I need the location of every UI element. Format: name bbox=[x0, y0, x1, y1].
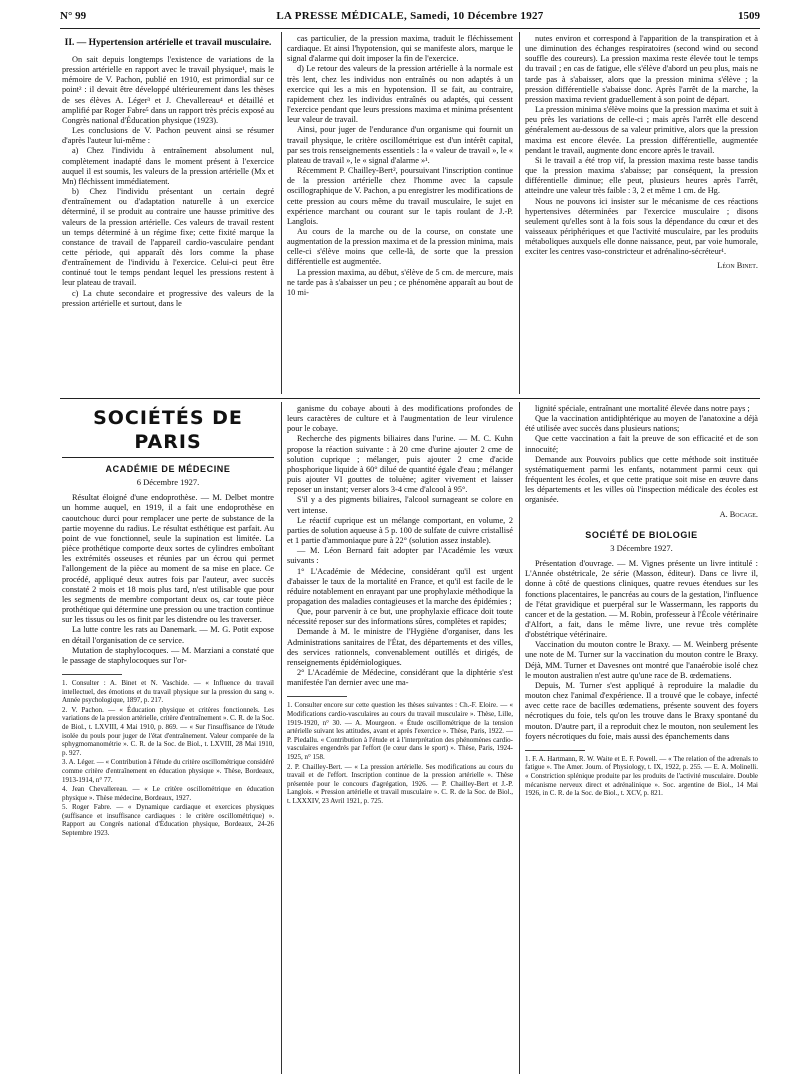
paragraph: — M. Léon Bernard fait adopter par l'Académie les vœux suivants : bbox=[287, 546, 513, 566]
column-divider bbox=[519, 32, 520, 394]
paragraph: 3. A. Léger. — « Contribution à l'étude du critère oscillométrique considéré comme critère d'entraînement en éducation physique ». Thèse, Bordeaux, 1913-1914, n° 77. bbox=[62, 758, 274, 784]
paragraph: cas particulier, de la pression maxima, traduit le fléchissement cardiaque. Et ainsi l'hypotension, qui se manifeste alors, marque le signal d'alarme qui doit imposer la fin de l'exercice. bbox=[287, 34, 513, 64]
author-signature: Léon Binet. bbox=[717, 261, 758, 271]
paragraph: S'il y a des pigments biliaires, l'alcool surnageant se colore en vert intense. bbox=[287, 495, 513, 515]
running-title: LA PRESSE MÉDICALE, Samedi, 10 Décembre 1927 bbox=[276, 10, 544, 22]
top-column-1 bbox=[62, 38, 274, 393]
paragraph: c) La chute secondaire et progressive des valeurs de la pression artérielle et surtout, dans le bbox=[62, 288, 274, 308]
paragraph: Si le travail a été trop vif, la pression maxima reste basse tandis que la pression maxima s'abaisse; par conséquent, la pression différentielle diminue; elle peut, plusieurs heures après l'arrêt, atteindre une valeur très faible : 3, 2 et même 1 cm. de Hg. bbox=[525, 155, 758, 196]
paragraph: 1. Consulter encore sur cette question les thèses suivantes : Ch.-F. Eloire. — « Modifications cardio-vasculaires au cours du travail musculaire ». Thèse, Lille, 1919-1920, n° 30. — A. Mourgeon. « Étude oscillométrique de la tension artérielle suivant les attitudes, avant et après l'exercice ». Thèse, Paris, 1922. — P. Piedallu. « Contribution à l'étude et à l'interprétation des phénomènes cardio-vasculaires engendrés par l'effort (le cœur dans le sport) ». Thèse, Paris, 1924-1925, n° 158. bbox=[287, 701, 513, 761]
page-number: 1509 bbox=[738, 10, 760, 22]
paragraph: Nous ne pouvons ici insister sur le mécanisme de ces réactions hypertensives déterminées par l'exercice musculaire ; disons seulement qu'elles sont à la fois sous la dépendance du cœur et des vaisseaux périphériques et que l'activité musculaire, par les produits métaboliques auxquels elle donne naissance, peut, par voie humorale, exciter les centres vaso-constricteur et adrénalino-sécréteur¹. bbox=[525, 196, 758, 257]
bottom-col3-body bbox=[525, 404, 758, 506]
paragraph: 1° L'Académie de Médecine, considérant qu'il est urgent d'abaisser le taux de la mortalité en France, et qu'il est facile de le réduire notablement en enrayant par une prophylaxie méthodique la propagation des maladies contagieuses et la marche des épidémies ; bbox=[287, 566, 513, 606]
paragraph: Demande à M. le ministre de l'Hygiène d'organiser, dans les Administrations sanitaires de l'État, des départements et des villes, des services rationnels, convenablement outillés et dirigés, de renseignements épidémiologiques. bbox=[287, 627, 513, 667]
paragraph: 1. F. A. Hartmann, R. W. Waite et E. F. Powell. — « The relation of the adrenals to fatigue ». The Amer. Journ. of Physiology, t. IX, 1922, p. 255. — E. A. Molinelli. « Constriction splénique produite par les produits de l'activité musculaire. Double mécanisme nerveux direct et adrénalinique ». Soc. argentine de Biol., 14 Mai 1926, in C. R. de la Soc. de Biol., t. XCV, p. 821. bbox=[525, 754, 758, 798]
footnotes bbox=[62, 679, 274, 838]
paragraph: Vaccination du mouton contre le Braxy. — M. Weinberg présente une note de M. Turner sur la vaccination du mouton contre le Braxy. Déjà, MM. Turner et Davesnes ont montré que l'anaérobie isolé chez le mouton australien n'est autre qu'une race de B. œdematiens. bbox=[525, 640, 758, 680]
paragraph: Le réactif cuprique est un mélange comportant, en volume, 2 parties de solution aqueuse à 5 p. 100 de sulfate de cuivre cristallisé et 1 partie d'ammoniaque pure à 22° (solution assez instable). bbox=[287, 515, 513, 546]
footnotes bbox=[525, 755, 758, 798]
paragraph: 2. P. Chailley-Bert. — « La pression artérielle. Ses modifications au cours du travail et de l'effort. Inscription continue de la pression artérielle ». Thèse présentée pour le concours d'agrégation, 1926. — P. Chailley-Bert et J.-P. Langlois. « Pression artérielle et travail musculaire ». C. R. de la Soc. de Biol., t. LXXXIV, 23 Avril 1921, p. 725. bbox=[287, 762, 513, 805]
paragraph: Les conclusions de V. Pachon peuvent ainsi se résumer d'après l'auteur lui-même : bbox=[62, 126, 274, 146]
paragraph: Récemment P. Chailley-Bert², poursuivant l'inscription continue de la pression artérielle chez l'homme avec la capsule oscillographique de V. Pachon, a pu enregistrer les modifications de cette pression au cours même du travail musculaire, le sujet en expérience marchant ou courant sur le tapis roulant de J.-P. Langlois. bbox=[287, 166, 513, 226]
biologie-body bbox=[525, 559, 758, 742]
paragraph: Recherche des pigments biliaires dans l'urine. — M. C. Kuhn propose la réaction suivante : à 20 cme d'urine ajouter 2 cme de solution cuprique ; mélanger, puis ajouter 2 cme d'acide phosphorique liquide à 60° dilué de quantité égale d'eau ; mélanger puis ajouter VI gouttes de toluène; agiter vivement et laisser reposer un instant; verser alors 3-4 cme d'alcool à 95°. bbox=[287, 434, 513, 495]
page-header bbox=[60, 10, 760, 26]
meeting-date: 3 Décembre 1927. bbox=[610, 542, 673, 553]
footnotes bbox=[287, 701, 513, 805]
society-title: ACADÉMIE DE MÉDECINE bbox=[105, 464, 231, 474]
top-column-2 bbox=[287, 34, 513, 393]
paragraph: d) Le retour des valeurs de la pression artérielle à la normale est très lent, chez les individus non entraînés ou non adaptés à un exercice qui les a mis en hypotension. Il se fait, au contraire, rapidement chez les individus entraînés ou adaptés, qui cessent l'exercice pendant que leurs pressions maxima et minima présentent leur valeur de travail. bbox=[287, 64, 513, 125]
section-title: SOCIÉTÉS DE PARIS bbox=[62, 406, 274, 458]
footnote-rule bbox=[287, 696, 347, 697]
paragraph: nutes environ et correspond à l'apparition de la transpiration et à une diminution des échanges respiratoires (second wind ou second souffle des coureurs). La pression maxima reste élevée tout le temps du travail ; en cas de fatigue, elle s'élève d'abord un peu plus, mais ne tarde pas à s'abaisser, alors que la pression minima s'élève ; la pression différentielle s'abaisse donc. Après l'arrêt de la marche, la pression maxima revient graduellement à son point de départ. bbox=[525, 34, 758, 104]
paragraph: 4. Jean Chevallereau. — « Le critère oscillométrique en éducation physique ». Thèse médecine, Bordeaux, 1927. bbox=[62, 785, 274, 802]
bottom-column-2 bbox=[287, 404, 513, 1074]
paragraph: Que, pour parvenir à ce but, une prophylaxie efficace doit toute nécessité reposer sur des informations sûres, complètes et rapides; bbox=[287, 607, 513, 627]
paragraph: ganisme du cobaye abouti à des modifications profondes de leurs caractères de culture et à l'augmentation de leur virulence pour le cobaye. bbox=[287, 404, 513, 434]
paragraph: Depuis, M. Turner s'est appliqué à reproduire la maladie du mouton chez l'animal d'expérience. Il a trouvé que le cobaye, infecté avec cette race de bacilles œdematiens, présente souvent des foyers nécrotiques du foie, tels qu'on les trouve dans le Braxy spontané du mouton. D'autre part, il a reproduit chez le mouton, non seulement les foyers nécrotiques du foie, mais aussi des épanchements dans bbox=[525, 680, 758, 741]
paragraph: Résultat éloigné d'une endoprothèse. — M. Delbet montre un homme auquel, en 1919, il a fait une endoprothèse en caoutchouc durci pour remplacer une perte de substance de la partie moyenne du radius. Le résultat esthétique est parfait. Au point de vue fonctionnel, seule la supination est limitée. La pièce prothétique comporte deux sortes de cylindres emboîtant les extrémités osseuses et réunies par un écrou qui permet l'allongement de la pièce au moment de sa mise en place. Ce procédé, appliqué deux autres fois par l'auteur, avec succès constaté 2 mois et 18 mois plus tard, n'est utilisable que pour les segments de membre comportant deux os, car toute pièce prothétique qui détermine une pression ou une traction continue sur les tissus ou les os finit par les distendre ou les traverser. bbox=[62, 493, 274, 625]
paragraph: Présentation d'ouvrage. — M. Vignes présente un livre intitulé : L'Année obstétricale, 2e série (Masson, éditeur). Dans ce livre il, donne à côté de questions cliniques, quatre revues étendues sur les fonctions placentaires, le pancréas au cours de la gestation, l'influence de l'état gravidique et puerpéral sur le Wassermann, les rapports du cancer et de la gestation. — M. Robin, professeur à l'École vétérinaire d'Alfort, a fait, dans le même livre, une revue très complète d'obstétrique vétérinaire. bbox=[525, 559, 758, 640]
header-rule bbox=[60, 28, 760, 29]
paragraph: La lutte contre les rats au Danemark. — M. G. Potit expose en détail l'organisation de ce service. bbox=[62, 625, 274, 645]
column-divider bbox=[281, 402, 282, 1074]
paragraph: On sait depuis longtemps l'existence de variations de la pression artérielle en rapport avec le travail physique¹, mais le mémoire de V. Pachon, publié en 1910, est primordial sur ce point² : il devait être développé ultérieurement dans les thèses de ses élèves A. Léger³ et J. Chevallereau⁴ et détaillé et amplifié par Roger Fabre⁵ dans un rapport très précis exposé au Congrès national d'Éducation physique (1923). bbox=[62, 55, 274, 125]
column-divider bbox=[519, 402, 520, 1074]
paragraph: b) Chez l'individu présentant un certain degré d'entraînement ou d'adaptation naturelle à un exercice déterminé, il se produit au contraire une hausse primitive des valeurs de la pression artérielle. Ces valeurs de travail restent un temps déterminé à un régime fixe; cette fixité marque la constance de travail de l'appareil cardio-vasculaire pendant cette période, qui apparaît dès lors comme la phase d'entraînement de l'individu à l'exercice. Celui-ci peut être continué tout le temps pendant lequel les pressions restent à leur plateau de travail. bbox=[62, 187, 274, 288]
academie-body bbox=[62, 493, 274, 666]
section-rule bbox=[60, 398, 760, 399]
top-col2-body bbox=[287, 34, 513, 298]
paragraph: La pression minima s'élève moins que la pression maxima et suit à peu près les variations de celle-ci ; mais après l'arrêt elle descend généralement au-dessous de sa valeur primitive, alors que la pression maxima est encore élevée. La pression différentielle, augmentée pendant le travail, augmente donc encore après le travail. bbox=[525, 105, 758, 155]
top-col1-body bbox=[62, 55, 274, 309]
meeting-date: 6 Décembre 1927. bbox=[136, 477, 200, 488]
paragraph: Que la vaccination antidiphtérique au moyen de l'anatoxine a déjà été utilisée avec succès dans plusieurs nations; bbox=[525, 414, 758, 434]
paragraph: Au cours de la marche ou de la course, on constate une augmentation de la pression maxima et de la pression minima, mais celle-ci s'élève moins que celle-là, de sorte que la pression différentielle est augmentée. bbox=[287, 226, 513, 267]
paragraph: Que cette vaccination a fait la preuve de son efficacité et de son innocuité; bbox=[525, 434, 758, 454]
bottom-column-3 bbox=[525, 404, 758, 1074]
paragraph: Demande aux Pouvoirs publics que cette méthode soit instituée systématiquement parmi les enfants, notamment parmi ceux qui fréquentent les écoles, et que cette pratique soit mise en œuvre dans les départements et les villes où l'inspection médicale des écoles est organisée. bbox=[525, 454, 758, 505]
paragraph: Mutation de staphylocoques. — M. Marziani a constaté que le passage de staphylocoques sur l'or- bbox=[62, 645, 274, 665]
section-heading: II. — Hypertension artérielle et travail musculaire. bbox=[64, 38, 272, 48]
footnote-rule bbox=[62, 674, 122, 675]
paragraph: La pression maxima, au début, s'élève de 5 cm. de mercure, mais ne tarde pas à s'abaisser un peu ; ce phénomène apparaît au bout de 10 mi- bbox=[287, 267, 513, 297]
paragraph: Ainsi, pour juger de l'endurance d'un organisme qui fournit un travail physique, le critère oscillométrique est d'un intérêt capital, par ses trois renseignements essentiels : la « valeur de travail », le « plateau de travail », le « signal d'alarme »¹. bbox=[287, 125, 513, 165]
issue-number: N° 99 bbox=[60, 10, 87, 22]
society-title: SOCIÉTÉ DE BIOLOGIE bbox=[585, 529, 698, 540]
paragraph: 1. Consulter : A. Binet et N. Vaschide. — « Influence du travail intellectuel, des émotions et du travail physique sur la pression du sang ». Année psychologique, 1897, p. 217. bbox=[62, 678, 274, 705]
top-column-3 bbox=[525, 34, 758, 393]
paragraph: lignité spéciale, entraînant une mortalité élevée dans notre pays ; bbox=[535, 404, 750, 413]
footnote-rule bbox=[525, 750, 585, 751]
paragraph: 2° L'Académie de Médecine, considérant que la diphtérie s'est manifestée l'an dernier avec une ma- bbox=[287, 668, 513, 688]
paragraph: a) Chez l'individu à entraînement absolument nul, complètement inadapté dans le moment présent à l'exercice auquel il est soumis, les valeurs de la pression artérielle (Mx et Mn) fléchissent immédiatement. bbox=[62, 146, 274, 186]
bottom-column-1 bbox=[62, 402, 274, 1074]
column-divider bbox=[281, 32, 282, 394]
bottom-col2-body bbox=[287, 404, 513, 688]
paragraph: 5. Roger Fabre. — « Dynamique cardiaque et exercices physiques (suffisance et insuffisance cardiaques : le critère oscillométrique) ». Rapport au Congrès national d'Éducation physique, Bordeaux, 24-26 Septembre 1923. bbox=[62, 803, 274, 838]
author-signature: A. Bocage. bbox=[719, 509, 758, 519]
paragraph: 2. V. Pachon. — « Éducation physique et critères fonctionnels. Les variations de la pression artérielle, critère d'entraînement ». C. R. de la Soc. de Biol., t. LXVIII, 4 Mai 1910, p. 869. — « Sur l'insuffisance de l'étude isolée du pouls pour juger de l'état d'entraînement. Valeur comparée de la sphygmomanométrie ». C. R. de la Soc. de Biol., t. LXVIII, 28 Mai 1910, p. 927. bbox=[62, 705, 274, 757]
top-col3-body bbox=[525, 34, 758, 257]
